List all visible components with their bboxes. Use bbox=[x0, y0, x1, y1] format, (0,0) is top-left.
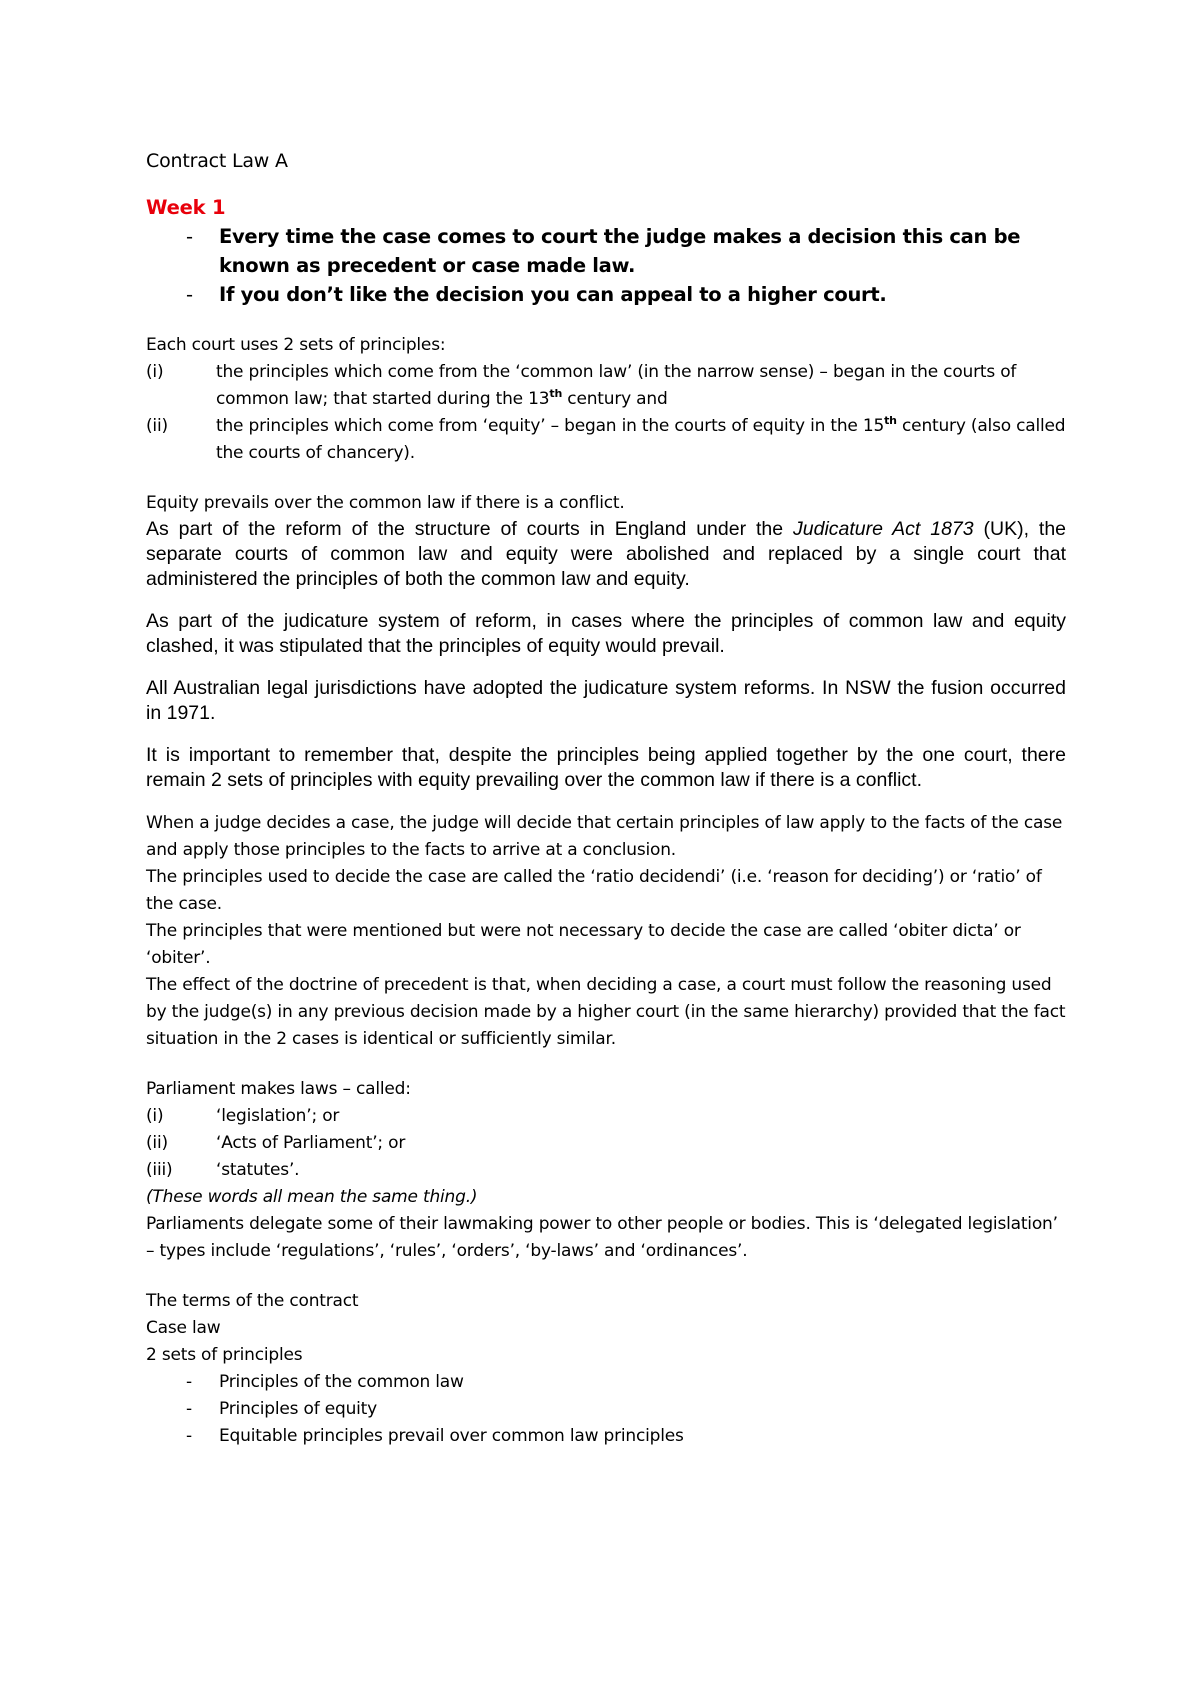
parliament-intro: Parliament makes laws – called: bbox=[146, 1079, 411, 1099]
list-item: - Principles of the common law bbox=[146, 1369, 1066, 1396]
roman-numeral: (ii) bbox=[146, 1133, 168, 1153]
australia-paragraph: All Australian legal jurisdictions have adopted the judicature system reforms. In NSW the fusion occurred in 1971. bbox=[146, 677, 1066, 724]
reform-paragraph: As part of the reform of the structure of courts in England under the Judicature Act 1873 (UK), the separate courts of common law and equity were abolished and replaced by a single court that administered the principles of both the common law and equity. bbox=[146, 518, 1067, 590]
week-bullet-list bbox=[146, 222, 1066, 309]
judicature-paragraph: As part of the judicature system of reform, in cases where the principles of common law and equity clashed, it was stipulated that the principles of equity would prevail. bbox=[146, 610, 1066, 657]
act-title: Judicature Act 1873 bbox=[793, 518, 974, 540]
list-item: (ii) ‘Acts of Parliament’; or bbox=[146, 1130, 1066, 1157]
equity-prevails-line: Equity prevails over the common law if there is a conflict. bbox=[146, 493, 625, 513]
list-item: - Every time the case comes to court the judge makes a decision this can be known as precedent or case made law. bbox=[146, 222, 1066, 280]
dash-marker: - bbox=[186, 225, 193, 248]
list-item: (i) the principles which come from the ‘common law’ (in the narrow sense) – began in the courts of common law; that started during the 13th century and bbox=[146, 359, 1066, 413]
parliament-list bbox=[146, 1103, 1066, 1184]
document-page bbox=[146, 148, 1066, 1450]
delegated-paragraph: Parliaments delegate some of their lawmaking power to other people or bodies. This is ‘delegated legislation’ – types include ‘regulations’, ‘rules’, ‘orders’, ‘by-laws’ and ‘ordinances’. bbox=[146, 1214, 1058, 1261]
dash-marker: - bbox=[186, 1426, 192, 1446]
dash-marker: - bbox=[186, 1372, 192, 1392]
list-item: - If you don’t like the decision you can appeal to a higher court. bbox=[146, 280, 1066, 309]
dash-marker: - bbox=[186, 283, 193, 306]
obiter-paragraph: The principles that were mentioned but were not necessary to decide the case are called ‘obiter dicta’ or ‘obiter’. bbox=[146, 921, 1021, 968]
list-item: (ii) the principles which come from ‘equity’ – began in the courts of equity in the 15th century (also called the courts of chancery). bbox=[146, 414, 1066, 463]
week-heading: Week 1 bbox=[146, 196, 226, 219]
roman-numeral: (iii) bbox=[146, 1160, 173, 1180]
case-law-heading: Case law bbox=[146, 1318, 221, 1338]
final-bullet-list bbox=[146, 1369, 1066, 1450]
same-thing-note: (These words all mean the same thing.) bbox=[146, 1187, 478, 1207]
list-item: (i) ‘legislation’; or bbox=[146, 1103, 1066, 1130]
dash-marker: - bbox=[186, 1399, 192, 1419]
list-item: - Principles of equity bbox=[146, 1396, 1066, 1423]
roman-numeral: (ii) bbox=[146, 416, 168, 436]
two-sets-heading: 2 sets of principles bbox=[146, 1345, 303, 1365]
list-item: - Equitable principles prevail over common law principles bbox=[146, 1423, 1066, 1450]
roman-numeral: (i) bbox=[146, 1106, 164, 1126]
judge-paragraphs bbox=[146, 810, 1066, 1053]
ratio-paragraph: The principles used to decide the case are called the ‘ratio decidendi’ (i.e. ‘reason for deciding’) or ‘ratio’ of the case. bbox=[146, 867, 1042, 914]
roman-numeral: (i) bbox=[146, 362, 164, 382]
principles-list bbox=[146, 359, 1066, 467]
judge-paragraph: When a judge decides a case, the judge will decide that certain principles of law apply to the facts of the case and apply those principles to the facts to arrive at a conclusion. bbox=[146, 813, 1063, 860]
list-item: (iii) ‘statutes’. bbox=[146, 1157, 1066, 1184]
terms-heading: The terms of the contract bbox=[146, 1291, 359, 1311]
document-title: Contract Law A bbox=[146, 150, 288, 172]
principles-intro: Each court uses 2 sets of principles: bbox=[146, 335, 446, 355]
precedent-paragraph: The effect of the doctrine of precedent is that, when deciding a case, a court must follow the reasoning used by the judge(s) in any previous decision made by a higher court (in the same hierarchy) provided that the fact situation in the 2 cases is identical or sufficiently similar. bbox=[146, 975, 1066, 1049]
remember-paragraph: It is important to remember that, despite the principles being applied together by the one court, there remain 2 sets of principles with equity prevailing over the common law if there is a conflict. bbox=[146, 744, 1066, 791]
